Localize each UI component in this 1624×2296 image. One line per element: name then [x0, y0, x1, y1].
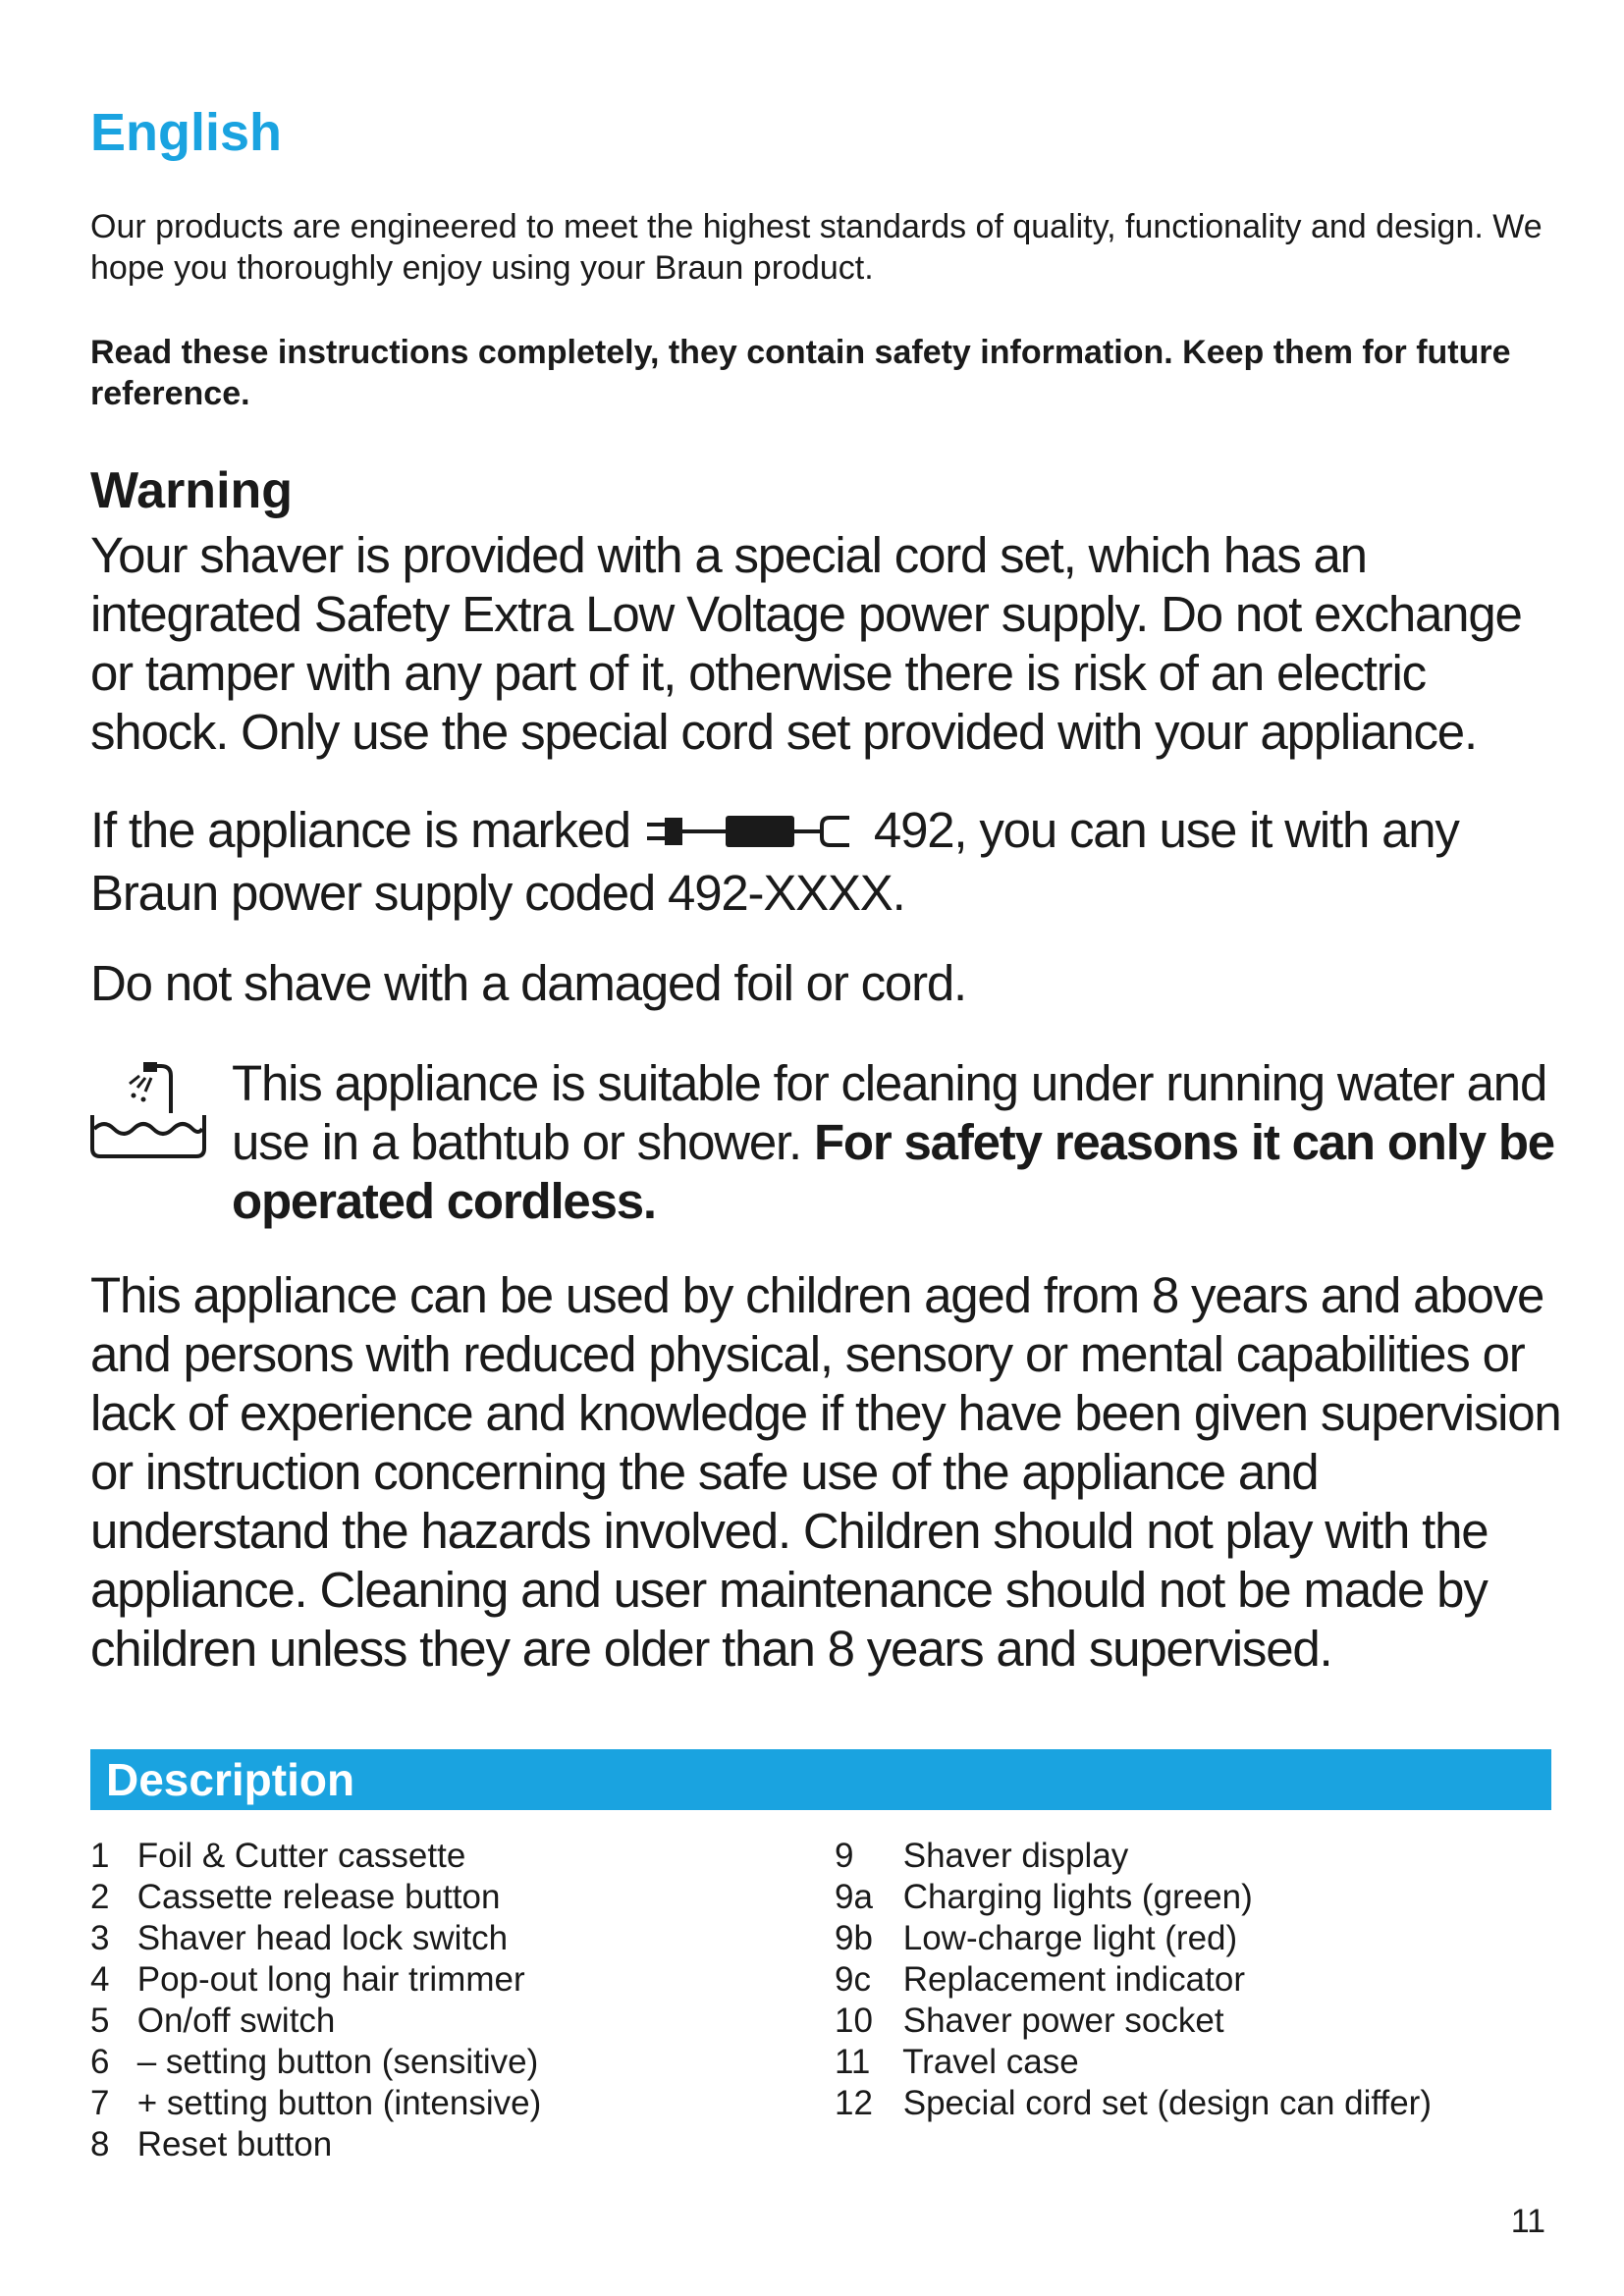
children-supervision-paragraph: This appliance can be used by children aged from 8 years and above and persons with reduced physical, sensory or mental capabilities or lack of experience and knowledge if they have been given supervision or instruction concerning the safe use of the appliance and understand the hazards involved. Children should not play with the appliance. Cleaning and user maintenance should not be made by children unless they are older than 8 years and supervised. — [90, 1267, 1561, 1677]
shower-bathtub-icon — [86, 1054, 214, 1162]
list-item: 6 – setting button (sensitive) — [90, 2043, 539, 2081]
warning-cord-set-paragraph: Your shaver is provided with a special cord set, which has an integrated Safety Extra Low Voltage power supply. Do not exchange or tamper with any part of it, otherwise there is risk of an electric shock. Only use the special cord set provided with your appliance. — [90, 527, 1522, 760]
list-item: 12 Special cord set (design can differ) — [835, 2084, 1432, 2122]
damaged-foil-warning: Do not shave with a damaged foil or cord. — [90, 955, 966, 1011]
list-item: 9c Replacement indicator — [835, 1960, 1245, 1999]
description-header-bar — [90, 1749, 1551, 1810]
list-item: 1 Foil & Cutter cassette — [90, 1837, 466, 1875]
list-item: 9a Charging lights (green) — [835, 1878, 1253, 1916]
list-item: 11 Travel case — [835, 2043, 1079, 2081]
warning-marking-paragraph — [90, 801, 1563, 923]
list-item: 2 Cassette release button — [90, 1878, 501, 1916]
list-item: 9b Low-charge light (red) — [835, 1919, 1238, 1957]
list-item: 10 Shaver power socket — [835, 2002, 1224, 2040]
cord-plug-icon — [647, 805, 853, 864]
list-item: 8 Reset button — [90, 2125, 333, 2163]
water-use-text: This appliance is suitable for cleaning under running water and use in a bathtub or shower. — [232, 1055, 1547, 1170]
language-heading: English — [90, 103, 283, 162]
list-item: 3 Shaver head lock switch — [90, 1919, 509, 1957]
page-number: 11 — [1510, 2203, 1545, 2240]
marking-text-after: 492, you can use it with any Braun power supply coded 492-XXXX. — [90, 802, 1459, 921]
warning-heading: Warning — [90, 462, 294, 519]
cordless-safety-note: For safety reasons it can only be operated cordless. — [232, 1114, 1554, 1229]
water-use-paragraph — [232, 1054, 1567, 1231]
intro-paragraph: Our products are engineered to meet the highest standards of quality, functionality and design. We hope you thoroughly enjoy using your Braun product. — [90, 208, 1543, 287]
list-item: 5 On/off switch — [90, 2002, 336, 2040]
description-list-left — [90, 1836, 837, 2165]
read-instructions-note: Read these instructions completely, they contain safety information. Keep them for future reference. — [90, 334, 1511, 412]
list-item: 4 Pop-out long hair trimmer — [90, 1960, 525, 1999]
list-item: 9 Shaver display — [835, 1837, 1129, 1875]
list-item: 7 + setting button (intensive) — [90, 2084, 542, 2122]
marking-text-before: If the appliance is marked — [90, 802, 630, 858]
description-heading: Description — [106, 1754, 355, 1805]
description-list-right — [835, 1836, 1561, 2124]
